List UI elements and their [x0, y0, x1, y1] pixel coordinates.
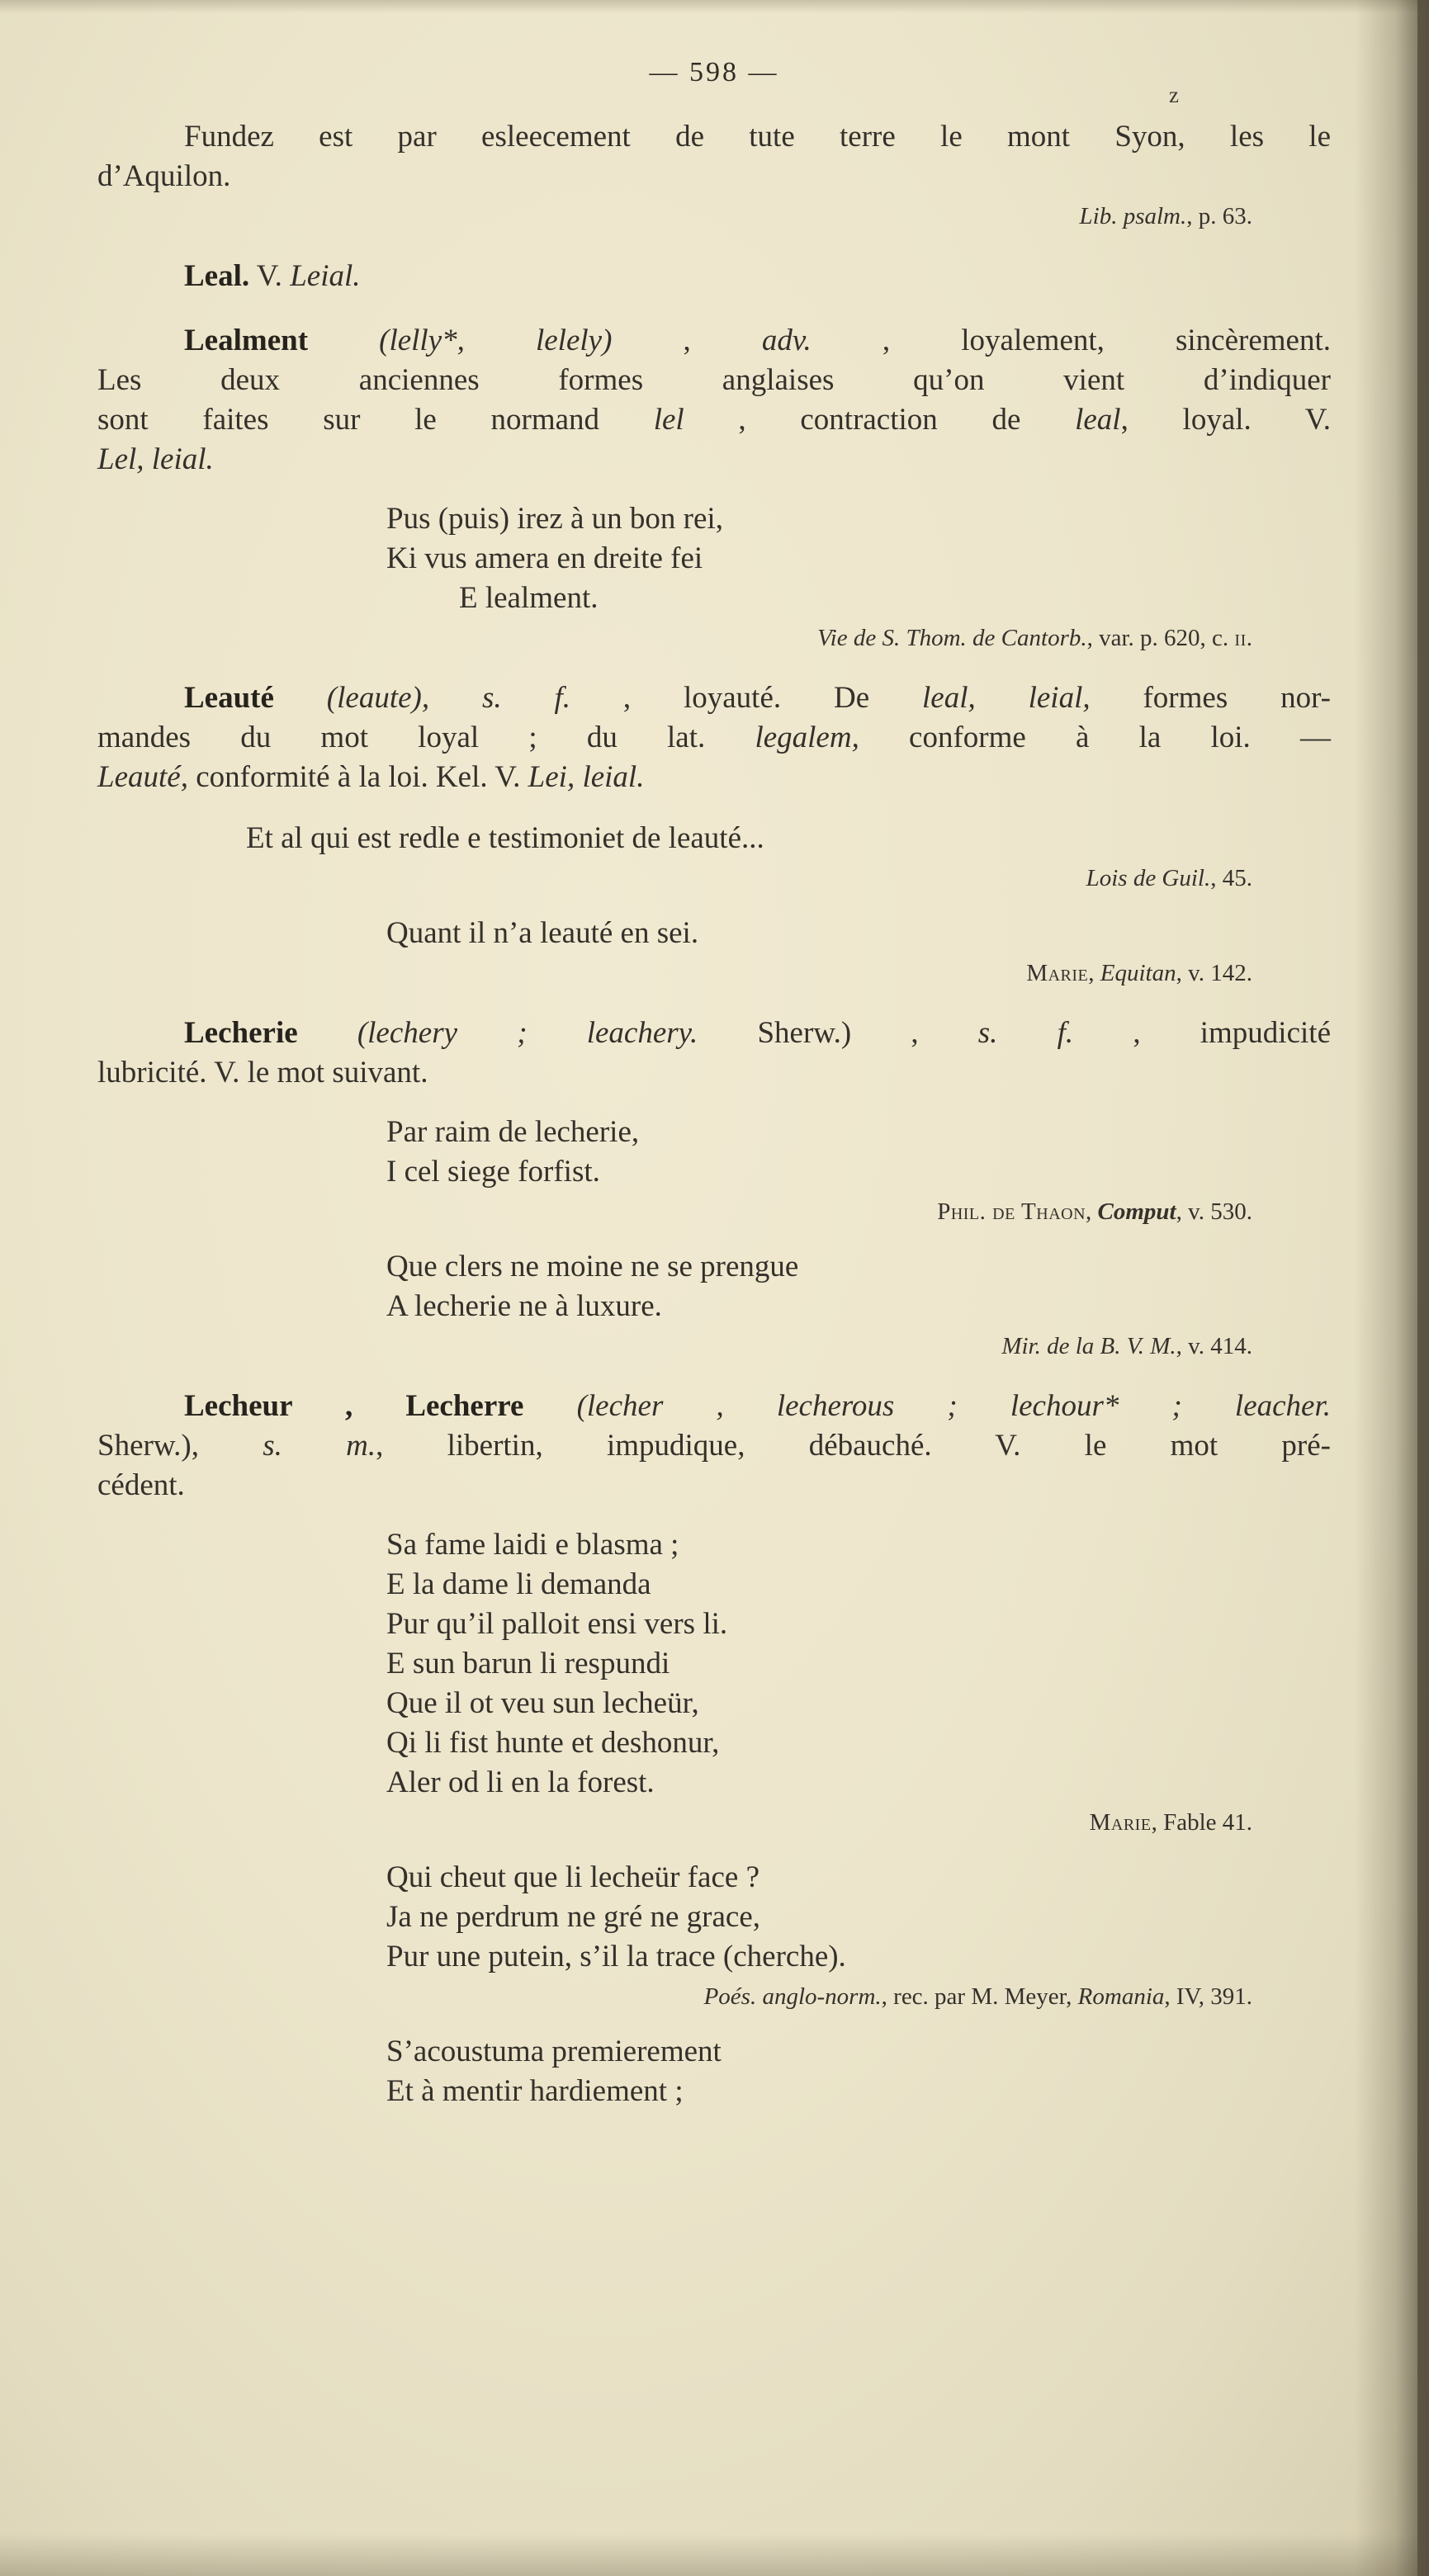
text-segment: , v. 530. [1176, 1198, 1252, 1225]
text-segment: Poés. anglo-norm. [703, 1983, 882, 2010]
text-segment: , v. 142. [1176, 960, 1252, 986]
text-segment: Marie [1089, 1809, 1152, 1836]
verse-line: Que clers ne moine ne se prengue [386, 1250, 799, 1283]
text-segment: , [1088, 960, 1100, 986]
text-segment: (lechery ; leachery. [357, 1016, 698, 1050]
page-number: — 598 — [649, 57, 779, 87]
text-segment: leal, leial, [922, 681, 1091, 715]
dictionary-paragraph [97, 321, 1331, 480]
text-line [97, 1387, 1331, 1426]
text-segment: , libertin, impudique, débauché. V. le mot pré- [376, 1429, 1331, 1463]
text-segment: , IV, 391. [1164, 1983, 1252, 2010]
page-edge-top [0, 0, 1429, 13]
source-citation [97, 622, 1331, 654]
text-segment: ii [1234, 625, 1247, 651]
text-segment: Comput [1097, 1198, 1176, 1225]
text-segment: Lealment [184, 324, 380, 357]
text-segment: , rec. par M. Meyer, [881, 1983, 1078, 2010]
text-segment: Lecherie [184, 1016, 357, 1050]
text-segment: s. m. [263, 1429, 376, 1463]
text-segment: sont faites sur le normand [97, 403, 654, 437]
text-segment: Et al qui est redle e testimoniet de leauté... [246, 821, 764, 855]
source-citation [97, 957, 1331, 989]
source-citation [97, 1807, 1331, 1838]
text-segment: Lel, leial. [97, 442, 214, 476]
text-segment: V. [249, 259, 291, 293]
text-line [97, 1426, 1331, 1466]
text-segment: mandes du mot loyal ; du lat. [97, 721, 755, 754]
dictionary-paragraph [97, 117, 1331, 196]
text-segment: (lelly*, lelely) [379, 324, 613, 357]
text-segment: . [1246, 625, 1252, 651]
verse-line: Qi li fist hunte et deshonur, [386, 1726, 720, 1760]
text-segment: Lei, leial. [528, 760, 645, 794]
dictionary-paragraph [97, 678, 1331, 797]
text-segment: s. f. [977, 1016, 1074, 1050]
verse-line: Pur qu’il palloit ensi vers li. [386, 1607, 728, 1641]
verse-line: E sun barun li respundi [386, 1647, 670, 1680]
text-segment: Marie [1026, 960, 1089, 986]
text-segment: Lecheur , Lecherre [184, 1389, 577, 1423]
text-segment: , var. p. 620, c. [1086, 625, 1235, 651]
text-segment: Phil. de Thaon [937, 1198, 1086, 1225]
text-line [97, 117, 1331, 157]
verse-quotation [386, 914, 1331, 953]
text-segment: , loyal. V. [1120, 403, 1332, 437]
text-segment: , loyalement, sincèrement. [811, 324, 1331, 357]
verse-line: E lealment. [459, 581, 599, 615]
text-segment: Les deux anciennes formes anglaises qu’on vient d’indiquer [97, 363, 1331, 397]
text-segment: legalem, [755, 721, 859, 754]
text-segment: , v. 414. [1176, 1333, 1252, 1359]
text-segment: d’Aquilon. [97, 159, 231, 193]
source-citation [97, 1981, 1331, 2012]
text-segment: Leal. [184, 259, 250, 293]
verse-quotation [386, 1113, 1331, 1192]
text-line [97, 758, 1331, 797]
page-edge-dark-strip [1417, 0, 1429, 2576]
verse-line: Par raim de lecherie, [386, 1115, 640, 1149]
verse-quotation [386, 2032, 1331, 2111]
text-line [97, 257, 1331, 296]
quote-line [246, 819, 1331, 858]
verse-line: Ja ne perdrum ne gré ne grace, [386, 1900, 761, 1934]
text-segment: cédent. [97, 1468, 185, 1502]
text-segment: adv. [761, 324, 812, 357]
text-segment: , [1086, 1198, 1098, 1225]
text-segment: Sherw.), [97, 1429, 263, 1463]
text-line [97, 678, 1331, 718]
verse-line: A lecherie ne à luxure. [386, 1289, 662, 1323]
text-segment: , Fable 41. [1151, 1809, 1252, 1836]
verse-line: Que il ot veu sun lecheür, [386, 1686, 699, 1720]
text-segment: leal [1075, 403, 1121, 437]
text-line [97, 718, 1331, 758]
source-citation [97, 863, 1331, 894]
text-line [97, 1053, 1331, 1093]
text-segment: Romania [1077, 1983, 1165, 2010]
text-segment: formes nor- [1090, 681, 1331, 715]
text-segment: Leauté, [97, 760, 188, 794]
text-segment: , p. 63. [1186, 203, 1252, 229]
text-segment: Fundez est par esleecement de tute terre le mont Syon, les le [184, 120, 1331, 154]
text-segment: Mir. de la B. V. M. [1001, 1333, 1176, 1359]
text-segment: (leaute), s. f. [326, 681, 570, 715]
source-citation [97, 1196, 1331, 1227]
text-segment: Vie de S. Thom. de Cantorb. [817, 625, 1087, 651]
text-segment: Lois de Guil. [1086, 865, 1211, 891]
verse-line: Pur une putein, s’il la trace (cherche). [386, 1940, 846, 1973]
page-edge-bottom [0, 2533, 1429, 2576]
text-line [97, 440, 1331, 480]
text-segment: , loyauté. De [570, 681, 922, 715]
text-segment: conforme à la loi. — [859, 721, 1332, 754]
verse-line: S’acoustuma premierement [386, 2035, 722, 2068]
text-line [97, 361, 1331, 400]
text-segment: Lib. psalm. [1079, 203, 1187, 229]
text-segment: lel [653, 403, 684, 437]
verse-line: Et à mentir hardiement ; [386, 2074, 684, 2108]
verse-quotation [386, 499, 1331, 618]
signature-mark: z [1169, 83, 1179, 107]
text-line [97, 1466, 1331, 1505]
text-segment: , [612, 324, 762, 357]
text-segment: conformité à la loi. Kel. V. [187, 760, 528, 794]
text-segment: Equitan [1100, 960, 1176, 986]
dictionary-paragraph [97, 257, 1331, 296]
verse-line: Aler od li en la forest. [386, 1765, 655, 1799]
dictionary-paragraph [97, 1387, 1331, 1505]
verse-quotation [386, 1858, 1331, 1977]
dictionary-paragraph [97, 1014, 1331, 1093]
text-line [97, 400, 1331, 440]
verse-quotation [386, 1525, 1331, 1803]
verse-line: I cel siege forfist. [386, 1155, 600, 1189]
source-citation [97, 1331, 1331, 1362]
verse-quotation [386, 1247, 1331, 1326]
text-line [97, 1014, 1331, 1053]
text-segment: Leauté [184, 681, 327, 715]
text-segment: , impudicité [1073, 1016, 1331, 1050]
source-citation [97, 201, 1331, 232]
text-segment: Sherw.) , [698, 1016, 978, 1050]
verse-line: E la dame li demanda [386, 1567, 651, 1601]
verse-line: Pus (puis) irez à un bon rei, [386, 502, 723, 536]
verse-line: Qui cheut que li lecheür face ? [386, 1860, 759, 1894]
text-line [97, 321, 1331, 361]
text-segment: (lecher , lecherous ; lechour* ; leacher. [576, 1389, 1332, 1423]
text-segment: , 45. [1210, 865, 1252, 891]
text-column [97, 53, 1331, 2111]
text-segment: , contraction de [684, 403, 1076, 437]
verse-line: Quant il n’a leauté en sei. [386, 916, 699, 950]
text-segment: lubricité. V. le mot suivant. [97, 1056, 428, 1089]
verse-line: Ki vus amera en dreite fei [386, 541, 703, 575]
text-segment: Leial. [290, 259, 361, 293]
text-line [97, 157, 1331, 196]
verse-line: Sa fame laidi e blasma ; [386, 1528, 679, 1562]
